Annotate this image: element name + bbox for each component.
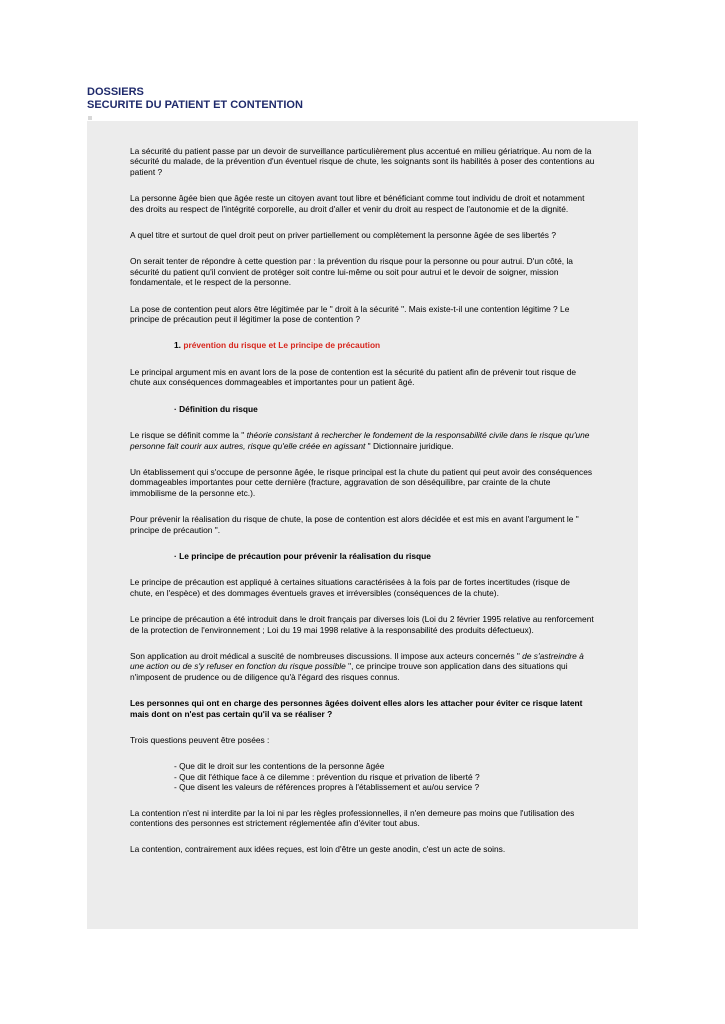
list-item: - Que dit l'éthique face à ce dilemme : prévention du risque et privation de liberté ? [174, 771, 480, 782]
text-run: Son application au droit médical a suscité de nombreuses discussions. Il impose aux acteurs concernés " [130, 650, 523, 661]
paragraph: La contention n'est ni interdite par la loi ni par les règles professionnelles, il n'en demeure pas moins que l'utilisation des contentions des personnes est strictement réglementée afin d'éviter tout abus. [130, 807, 575, 829]
paragraph: La contention, contrairement aux idées reçues, est loin d'être un geste anodin, c'est un acte de soins. [130, 844, 506, 855]
section-heading [174, 340, 595, 350]
paragraph: On serait tenter de répondre à cette question par : la prévention du risque pour la personne ou pour autrui. D'un côté, la sécurité du patient qu'il convient de protéger soit contre lui-même ou soit pour autrui et le devoir de soigner, mission fondamentale, et le respect de la personne. [130, 256, 573, 288]
paragraph: La sécurité du patient passe par un devoir de surveillance particulièrement plus accentué en milieu gériatrique. Au nom de la sécurité du malade, de la prévention d'un éventuel risque de chute, les soignants sont ils habilités à poser des contentions au patient ? [130, 146, 595, 177]
bold-question: Les personnes qui ont en charge des personnes âgées doivent elles alors les attacher pour éviter ce risque latent mais dont on n'est pas certain qu'il va se réaliser ? [130, 698, 583, 719]
paragraph: La personne âgée bien que âgée reste un citoyen avant tout libre et bénéficiant comme tout individu de droit et notamment des droits au respect de l'intégrité corporelle, au droit d'aller et venir du droit au respect de l'autonomie et de la dignité. [130, 193, 585, 214]
subsection-heading: · Définition du risque [174, 403, 258, 414]
italic-quote: de s'astreindre à une action ou de s'y refuser en fonction du risque possible [130, 650, 584, 672]
list-item: - Que dit le droit sur les contentions de la personne âgée [174, 761, 385, 772]
text-run: " Dictionnaire juridique. [365, 440, 454, 451]
spacer-image [88, 116, 92, 120]
paragraph: Le principal argument mis en avant lors de la pose de contention est la sécurité du patient afin de prévenir tout risque de chute aux conséquences dommageables et importantes pour un patient âgé. [130, 366, 577, 388]
page-header [87, 86, 303, 112]
paragraph: Le principe de précaution a été introduit dans le droit français par diverses lois (Loi du 2 février 1995 relative au renforcement de la protection de l'environnement ; Loi du 19 mai 1998 relative à la responsabilité des produits défectueux). [130, 614, 594, 635]
paragraph: Trois questions peuvent être posées : [130, 735, 270, 745]
section-number: 1. [174, 340, 181, 351]
text-run: ", ce principe trouve son application dans des situations qui n'imposent de prudence ou de diligence qu'à l'égard des risques connus. [130, 661, 568, 682]
article-text [130, 146, 595, 871]
paragraph: Un établissement qui s'occupe de personne âgée, le risque principal est la chute du patient qui peut avoir des conséquences dommageables importantes pour cette dernière (fracture, aggravation de son déséquilibre, par crainte de la chute immobilisme de la personne etc.). [130, 466, 593, 498]
questions-list [174, 761, 595, 792]
section-title: prévention du risque et Le principe de précaution [183, 340, 381, 351]
list-item: - Que disent les valeurs de références propres à l'établissement et au/ou service ? [174, 782, 480, 793]
paragraph: Pour prévenir la réalisation du risque de chute, la pose de contention est alors décidée et est mis en avant l'argument le " principe de précaution ". [130, 514, 579, 535]
paragraph: La pose de contention peut alors être légitimée par le " droit à la sécurité ". Mais existe-t-il une contention légitime ? Le principe de précaution peut il légitimer la pose de contention ? [130, 303, 570, 325]
paragraph: Le principe de précaution est appliqué à certaines situations caractérisées à la fois par de fortes incertitudes (risque de chute, en l'espèce) et des dommages éventuels graves et irréversibles (conséquences de la chute). [130, 577, 570, 598]
paragraph [130, 651, 595, 682]
article-body [87, 121, 638, 929]
italic-quote: théorie consistant à rechercher le fondement de la responsabilité civile dans le risque qu'une personne fait courir aux autres, risque qu'elle créée en agissant [130, 430, 590, 451]
paragraph: A quel titre et surtout de quel droit peut on priver partiellement ou complètement la personne âgée de ses libertés ? [130, 230, 556, 241]
text-run: Le risque se définit comme la " [130, 430, 247, 441]
subsection-heading: · Le principe de précaution pour prévenir la réalisation du risque [174, 550, 431, 561]
paragraph [130, 430, 595, 451]
page-title: SECURITE DU PATIENT ET CONTENTION [87, 99, 303, 111]
section-label: DOSSIERS [87, 86, 144, 98]
